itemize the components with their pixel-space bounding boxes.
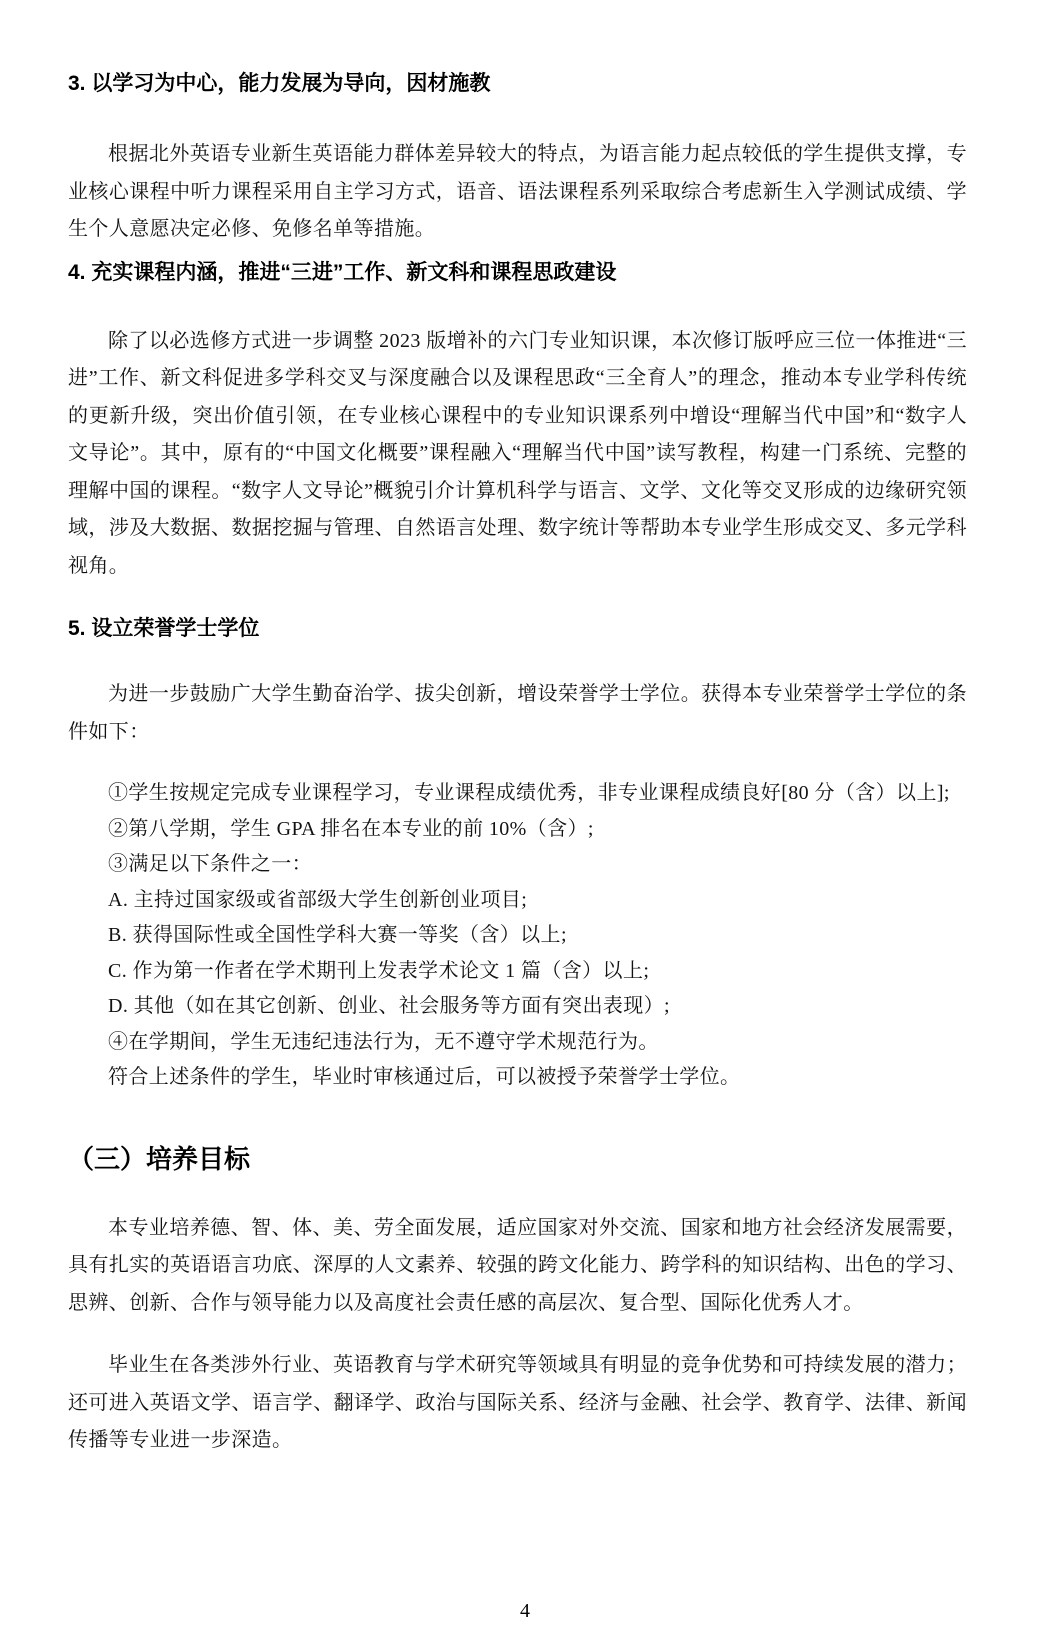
list-item-1: ①学生按规定完成专业课程学习，专业课程成绩优秀，非专业课程成绩良好[80 分（含）以上];: [108, 782, 950, 804]
list-closing-line: 符合上述条件的学生，毕业时审核通过后，可以被授予荣誉学士学位。: [108, 1066, 741, 1088]
list-item-3: ③满足以下条件之一：: [108, 853, 312, 875]
list-item-3b: B. 获得国际性或全国性学科大赛一等奖（含）以上;: [108, 924, 567, 946]
section-4-paragraph: 除了以必选修方式进一步调整 2023 版增补的六门专业知识课，本次修订版呼应三位一体推进“三进”工作、新文科促进多学科交叉与深度融合以及课程思政“三全育人”的理念，推动本专业学科传统的更新升级，突出价值引领，在专业核心课程中的专业知识课系列中增设“理解当代中国”和“数字人文导论”。其中，原有的“中国文化概要”课程融入“理解当代中国”读写教程，构建一门系统、完整的理解中国的课程。“数字人文导论”概貌引介计算机科学与语言、文学、文化等交叉形成的边缘研究领域，涉及大数据、数据挖掘与管理、自然语言处理、数字统计等帮助本专业学生形成交叉、多元学科视角。: [68, 329, 967, 577]
list-item-3c: C. 作为第一作者在学术期刊上发表学术论文 1 篇（含）以上;: [108, 959, 650, 982]
section-4-heading: 4. 充实课程内涵，推进“三进”工作、新文科和课程思政建设: [68, 260, 617, 284]
section-3-paragraph: 根据北外英语专业新生英语能力群体差异较大的特点，为语言能力起点较低的学生提供支撑，专业核心课程中听力课程采用自主学习方式，语音、语法课程系列采取综合考虑新生入学测试成绩、学生个人意愿决定必修、免修名单等措施。: [68, 143, 967, 240]
list-item-4: ④在学期间，学生无违纪违法行为，无不遵守学术规范行为。: [108, 1030, 659, 1053]
training-goal-paragraph-1: 本专业培养德、智、体、美、劳全面发展，适应国家对外交流、国家和地方社会经济发展需要，具有扎实的英语语言功底、深厚的人文素养、较强的跨文化能力、跨学科的知识结构、出色的学习、思辨、创新、合作与领导能力以及高度社会责任感的高层次、复合型、国际化优秀人才。: [68, 1216, 967, 1314]
honor-degree-conditions-list: [68, 776, 967, 1096]
list-item-3d: D. 其他（如在其它创新、创业、社会服务等方面有突出表现）;: [108, 995, 670, 1017]
section-3-heading: 3. 以学习为中心，能力发展为导向，因材施教: [68, 72, 491, 95]
section-5-heading: 5. 设立荣誉学士学位: [68, 617, 260, 640]
page-number: 4: [520, 1600, 530, 1622]
training-goal-heading: （三）培养目标: [68, 1143, 251, 1174]
training-goal-paragraph-2: 毕业生在各类涉外行业、英语教育与学术研究等领域具有明显的竞争优势和可持续发展的潜力；还可进入英语文学、语言学、翻译学、政治与国际关系、经济与金融、社会学、教育学、法律、新闻传播等专业进一步深造。: [68, 1354, 967, 1451]
list-item-2: ②第八学期，学生 GPA 排名在本专业的前 10%（含）;: [108, 817, 594, 840]
list-item-3a: A. 主持过国家级或省部级大学生创新创业项目;: [108, 888, 528, 911]
section-5-intro-paragraph: 为进一步鼓励广大学生勤奋治学、拔尖创新，增设荣誉学士学位。获得本专业荣誉学士学位的条件如下：: [68, 683, 967, 743]
